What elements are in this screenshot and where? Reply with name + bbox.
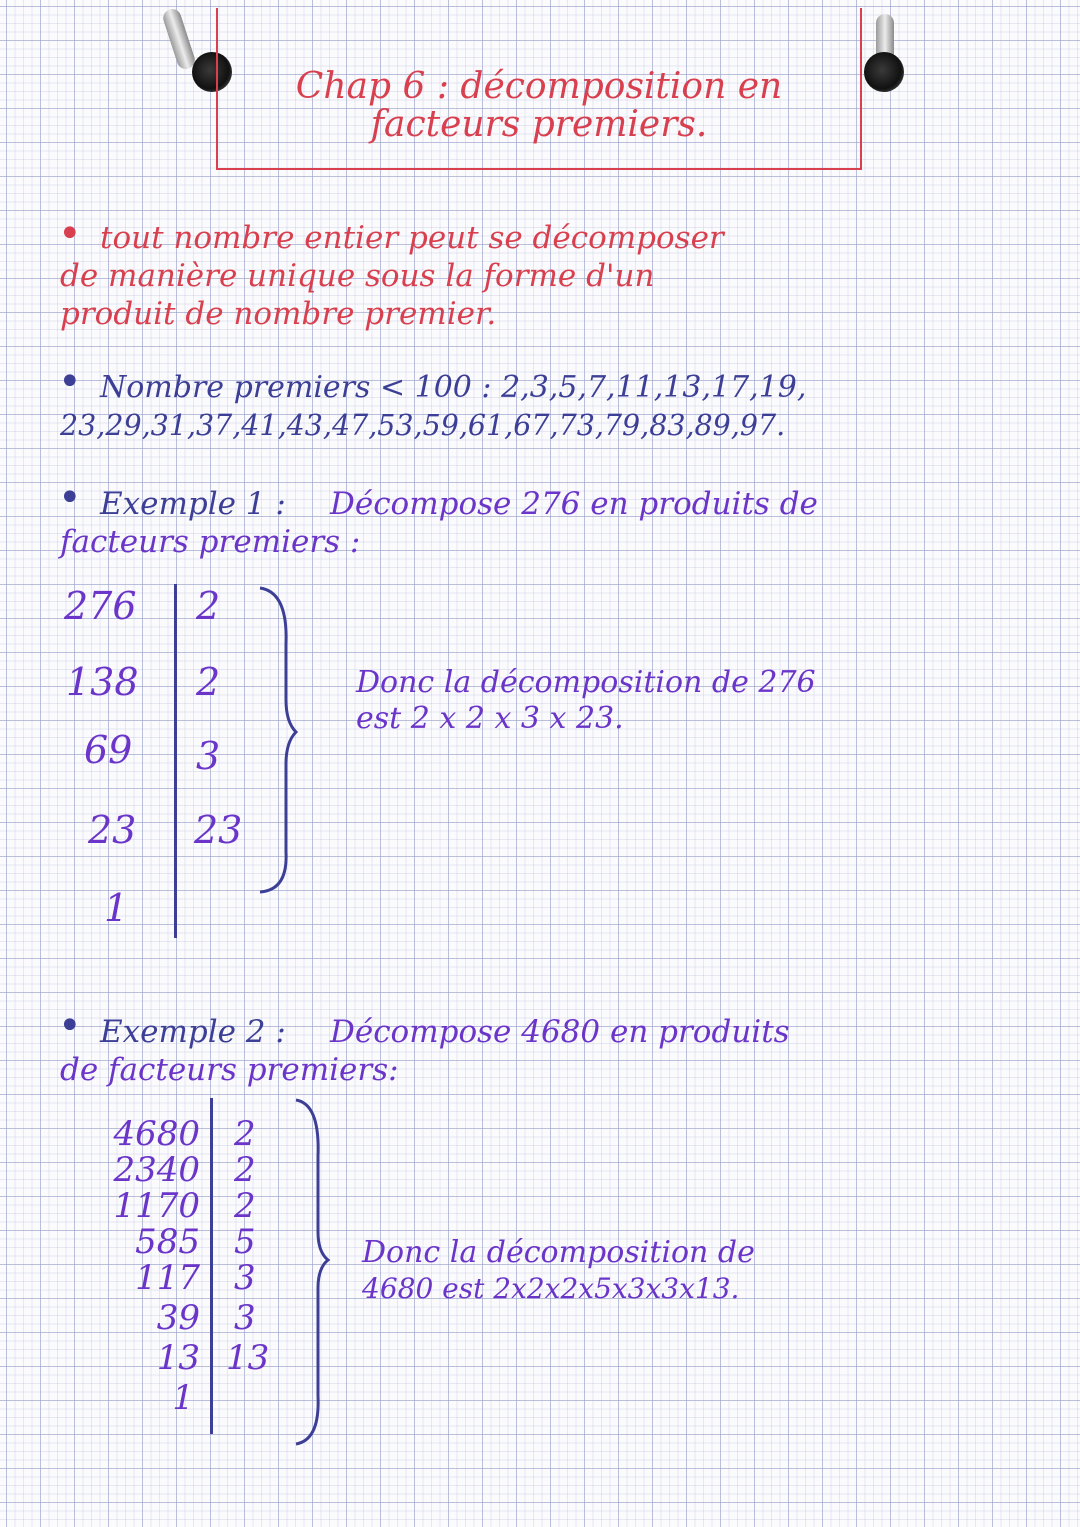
example-2-dividend-3: 1170 bbox=[113, 1186, 200, 1226]
example-2-divisor-5: 3 bbox=[234, 1258, 256, 1298]
example-2-dividend-8: 1 bbox=[172, 1378, 194, 1418]
example-1-dividend-4: 23 bbox=[88, 808, 137, 852]
title-line-2: facteurs premiers. bbox=[370, 104, 708, 145]
example-1-division-line bbox=[174, 584, 177, 938]
example-2-dividend-1: 4680 bbox=[113, 1114, 200, 1154]
example-1-divisor-3: 3 bbox=[196, 734, 221, 778]
example-2-divisor-3: 2 bbox=[234, 1186, 256, 1226]
example-2-divisor-6: 3 bbox=[234, 1298, 256, 1338]
example-2-prompt-line-2: de facteurs premiers: bbox=[60, 1052, 399, 1088]
example-2-dividend-2: 2340 bbox=[113, 1150, 200, 1190]
example-1-prompt-line-1: Décompose 276 en produits de bbox=[330, 486, 818, 522]
example-1-prompt-line-2: facteurs premiers : bbox=[60, 524, 361, 560]
binder-ring-left-arm bbox=[161, 7, 197, 72]
example-2-dividend-6: 39 bbox=[156, 1298, 200, 1338]
example-2-bullet: • bbox=[58, 1003, 82, 1049]
example-2-prompt-line-1: Décompose 4680 en produits bbox=[330, 1014, 790, 1050]
example-2-conclusion-line-1: Donc la décomposition de bbox=[362, 1235, 755, 1270]
example-1-dividend-2: 138 bbox=[66, 660, 139, 704]
binder-ring-right bbox=[864, 52, 904, 92]
example-1-dividend-5: 1 bbox=[104, 886, 129, 930]
example-2-dividend-5: 117 bbox=[135, 1258, 200, 1298]
example-2-divisor-7: 13 bbox=[226, 1338, 270, 1378]
example-1-conclusion-line-1: Donc la décomposition de 276 bbox=[356, 665, 816, 700]
primes-line-1: Nombre premiers < 100 : 2,3,5,7,11,13,17,19, bbox=[100, 370, 807, 405]
example-2-brace bbox=[288, 1096, 336, 1448]
example-1-label: Exemple 1 : bbox=[100, 486, 286, 522]
example-1-bullet: • bbox=[58, 475, 82, 521]
example-2-divisor-1: 2 bbox=[234, 1114, 256, 1154]
example-1-dividend-1: 276 bbox=[64, 584, 137, 628]
example-2-label: Exemple 2 : bbox=[100, 1014, 286, 1050]
definition-line-2: de manière unique sous la forme d'un bbox=[60, 258, 655, 294]
example-2-divisor-4: 5 bbox=[234, 1222, 256, 1262]
primes-bullet: • bbox=[58, 359, 82, 405]
title-box bbox=[216, 8, 862, 170]
example-1-conclusion-line-2: est 2 x 2 x 3 x 23. bbox=[356, 701, 624, 736]
example-1-divisor-1: 2 bbox=[196, 584, 221, 628]
definition-bullet: • bbox=[58, 211, 82, 257]
example-1-dividend-3: 69 bbox=[84, 728, 133, 772]
example-2-division-line bbox=[210, 1098, 213, 1434]
title-line-1: Chap 6 : décomposition en bbox=[295, 66, 783, 107]
example-1-divisor-2: 2 bbox=[196, 660, 221, 704]
example-2-dividend-4: 585 bbox=[135, 1222, 200, 1262]
example-2-dividend-7: 13 bbox=[156, 1338, 200, 1378]
example-2-divisor-2: 2 bbox=[234, 1150, 256, 1190]
example-1-brace bbox=[252, 584, 300, 896]
primes-line-2: 23,29,31,37,41,43,47,53,59,61,67,73,79,83,89,97. bbox=[60, 409, 786, 442]
definition-line-1: tout nombre entier peut se décomposer bbox=[100, 220, 724, 256]
example-1-divisor-4: 23 bbox=[194, 808, 243, 852]
definition-line-3: produit de nombre premier. bbox=[60, 296, 497, 332]
example-2-conclusion-line-2: 4680 est 2x2x2x5x3x3x13. bbox=[362, 1272, 740, 1305]
